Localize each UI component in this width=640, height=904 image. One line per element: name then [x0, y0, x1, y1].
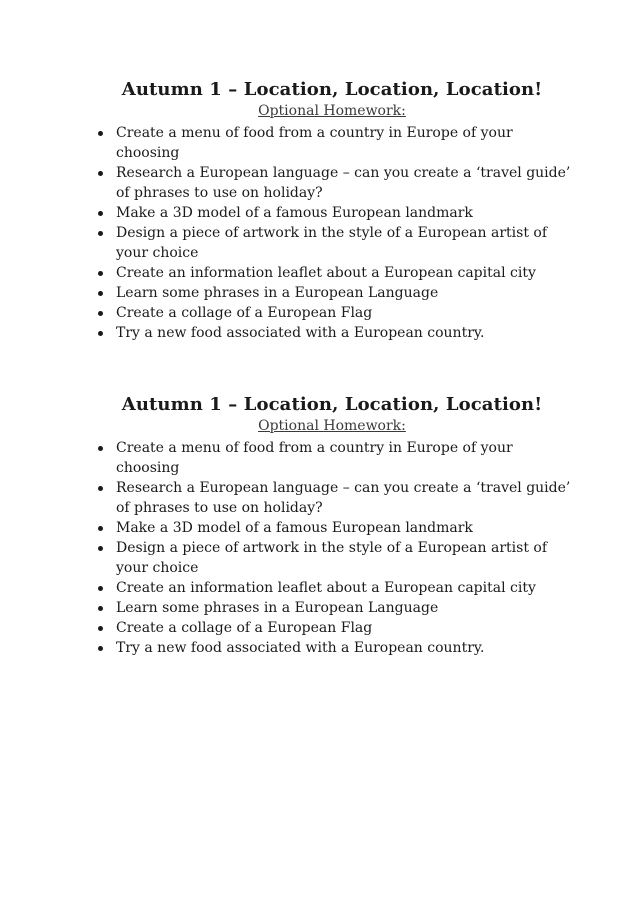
- list-item-text: Create a collage of a European Flag: [116, 620, 373, 636]
- bullet-icon: [98, 626, 103, 631]
- list-item-text: Try a new food associated with a European country.: [116, 640, 485, 656]
- list-item: [92, 618, 572, 638]
- list-item-text: Make a 3D model of a famous European landmark: [116, 520, 473, 536]
- list-item: [92, 538, 572, 578]
- list-item-text: Design a piece of artwork in the style of a European artist of your choice: [116, 540, 548, 576]
- list-item: [92, 578, 572, 598]
- bullet-icon: [98, 526, 103, 531]
- bullet-icon: [98, 446, 103, 451]
- list-item-text: Make a 3D model of a famous European landmark: [116, 205, 473, 221]
- section-subtitle: Optional Homework:: [258, 103, 406, 119]
- section-subtitle: Optional Homework:: [258, 418, 406, 434]
- list-item: [92, 203, 572, 223]
- bullet-icon: [98, 171, 103, 176]
- list-item: [92, 478, 572, 518]
- bullet-icon: [98, 291, 103, 296]
- list-item: [92, 223, 572, 263]
- list-item-text: Research a European language – can you create a ‘travel guide’ of phrases to use on holiday?: [116, 480, 571, 516]
- bullet-icon: [98, 606, 103, 611]
- bullet-icon: [98, 271, 103, 276]
- bullet-icon: [98, 231, 103, 236]
- list-item-text: Create an information leaflet about a European capital city: [116, 580, 536, 596]
- list-item: [92, 303, 572, 323]
- homework-section-1: [92, 78, 572, 343]
- list-item-text: Research a European language – can you create a ‘travel guide’ of phrases to use on holiday?: [116, 165, 571, 201]
- list-item-text: Try a new food associated with a European country.: [116, 325, 485, 341]
- bullet-icon: [98, 646, 103, 651]
- bullet-icon: [98, 331, 103, 336]
- list-item-text: Create a menu of food from a country in Europe of your choosing: [116, 440, 513, 476]
- list-item: [92, 123, 572, 163]
- bullet-icon: [98, 311, 103, 316]
- bullet-icon: [98, 131, 103, 136]
- list-item-text: Create a collage of a European Flag: [116, 305, 373, 321]
- list-item: [92, 438, 572, 478]
- list-item-text: Learn some phrases in a European Language: [116, 600, 439, 616]
- homework-list: [92, 438, 572, 658]
- section-title: Autumn 1 – Location, Location, Location!: [121, 79, 543, 100]
- list-item-text: Learn some phrases in a European Language: [116, 285, 439, 301]
- list-item: [92, 518, 572, 538]
- bullet-icon: [98, 546, 103, 551]
- bullet-icon: [98, 211, 103, 216]
- bullet-icon: [98, 586, 103, 591]
- list-item: [92, 283, 572, 303]
- section-title: Autumn 1 – Location, Location, Location!: [121, 394, 543, 415]
- list-item: [92, 598, 572, 618]
- list-item: [92, 163, 572, 203]
- homework-list: [92, 123, 572, 343]
- list-item-text: Create a menu of food from a country in Europe of your choosing: [116, 125, 513, 161]
- list-item: [92, 638, 572, 658]
- list-item-text: Design a piece of artwork in the style of a European artist of your choice: [116, 225, 548, 261]
- homework-section-2: [92, 393, 572, 658]
- list-item: [92, 263, 572, 283]
- list-item: [92, 323, 572, 343]
- bullet-icon: [98, 486, 103, 491]
- list-item-text: Create an information leaflet about a European capital city: [116, 265, 536, 281]
